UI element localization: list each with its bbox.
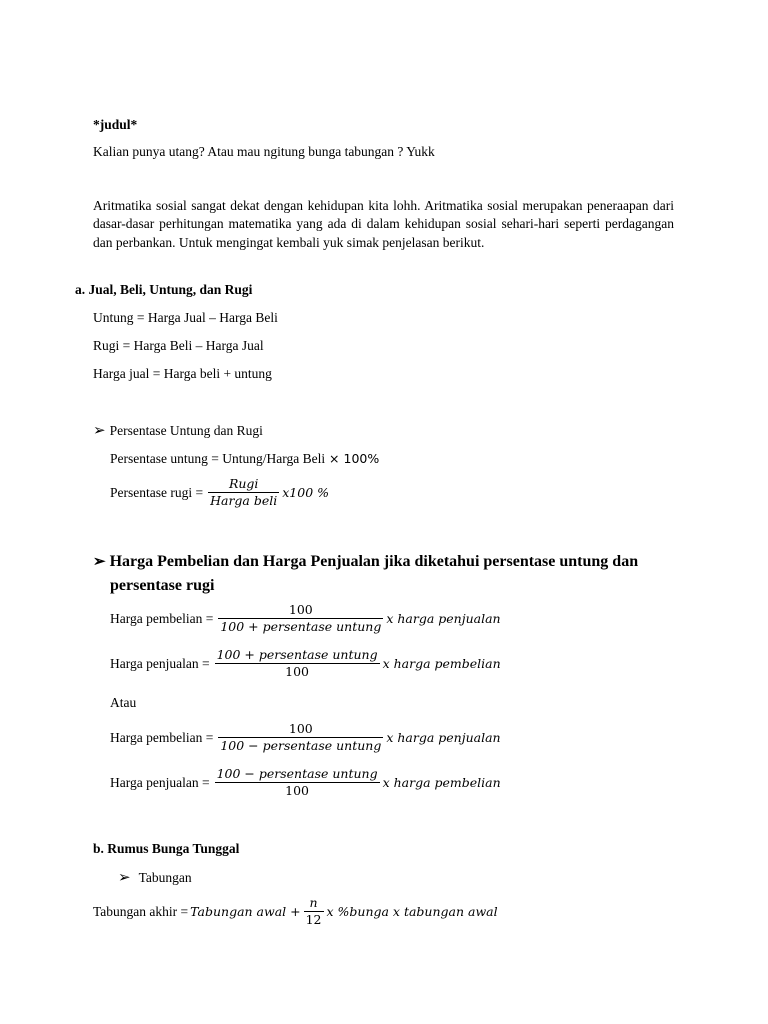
formula-persentase-untung (110, 451, 379, 467)
fraction-numerator: n (309, 895, 318, 910)
formula-persentase-rugi (110, 477, 329, 509)
arrow-bullet-icon: ➢ (93, 554, 106, 570)
formula-harga-pembelian-1 (110, 603, 501, 635)
fraction-numerator: 100 + persentase untung (216, 647, 378, 662)
arrow-bullet-icon: ➢ (93, 423, 106, 439)
fraction-denominator: 100 (215, 663, 380, 679)
formula-tabungan-akhir (93, 896, 498, 928)
fraction-numerator: Rugi (228, 476, 259, 491)
f4-tail: x harga pembelian (382, 775, 501, 791)
document-title: *judul* (93, 117, 138, 132)
bullet-tabungan-label: Tabungan (138, 869, 192, 885)
formula-harga-penjualan-2 (110, 767, 501, 799)
persen-untung-text: Persentase untung = Untung/Harga Beli (110, 451, 326, 466)
persen-rugi-fraction (208, 477, 279, 509)
bullet2-line2: persentase rugi (110, 577, 215, 594)
fraction-numerator: 100 (288, 602, 313, 617)
persen-untung-tail: × 100% (325, 451, 380, 466)
tabungan-pre: Tabungan awal + (190, 904, 301, 920)
tabungan-tail: x %bunga x tabungan awal (326, 904, 498, 920)
f1-fraction (218, 603, 383, 635)
f2-label: Harga penjualan = (110, 655, 210, 671)
bullet-persentase-label: Persentase Untung dan Rugi (109, 422, 263, 438)
f3-tail: x harga penjualan (386, 730, 501, 746)
bullet-persentase (93, 422, 263, 440)
f3-label: Harga pembelian = (110, 729, 214, 745)
fraction-denominator: 100 + persentase untung (220, 619, 382, 635)
tagline: Kalian punya utang? Atau mau ngitung bunga tabungan ? Yukk (93, 144, 435, 159)
fraction-denominator: 12 (305, 912, 322, 928)
formula-rugi: Rugi = Harga Beli – Harga Jual (93, 338, 264, 353)
bullet-tabungan (118, 869, 192, 887)
formula-harga-penjualan-1 (110, 648, 501, 680)
formula-harga-jual: Harga jual = Harga beli + untung (93, 366, 272, 381)
fraction-denominator: 100 (215, 782, 380, 798)
section-b-heading: b. Rumus Bunga Tunggal (93, 841, 240, 856)
formula-untung: Untung = Harga Jual – Harga Beli (93, 310, 278, 325)
fraction-numerator: 100 − persentase untung (216, 766, 378, 781)
f4-label: Harga penjualan = (110, 774, 210, 790)
section-a-heading: a. Jual, Beli, Untung, dan Rugi (75, 282, 253, 297)
fraction-denominator: Harga beli (210, 493, 278, 509)
atau-text: Atau (110, 695, 137, 710)
f2-fraction (215, 648, 380, 680)
bullet-harga-pembelian (93, 550, 638, 597)
bullet2-line1: Harga Pembelian dan Harga Penjualan jika diketahui persentase untung dan (109, 553, 639, 570)
f1-tail: x harga penjualan (386, 611, 501, 627)
f3-fraction (218, 722, 383, 754)
persen-rugi-label: Persentase rugi = (110, 484, 204, 500)
fraction-denominator: 100 − persentase untung (220, 738, 382, 754)
f2-tail: x harga pembelian (382, 656, 501, 672)
intro-paragraph: Aritmatika sosial sangat dekat dengan kehidupan kita lohh. Aritmatika sosial merupakan peneraapan dari dasar-dasar perhitungan matematika yang ada di dalam kehidupan sosial sehari-hari seperti perdagangan dan perbankan. Untuk mengingat kembali yuk simak penjelasan berikut. (93, 198, 674, 250)
fraction-numerator: 100 (288, 721, 313, 736)
f4-fraction (215, 767, 380, 799)
tabungan-label: Tabungan akhir = (93, 903, 189, 919)
f1-label: Harga pembelian = (110, 610, 214, 626)
persen-rugi-tail: x100 % (282, 485, 330, 501)
arrow-bullet-icon: ➢ (118, 870, 131, 886)
tabungan-fraction (304, 896, 324, 928)
formula-harga-pembelian-2 (110, 722, 501, 754)
